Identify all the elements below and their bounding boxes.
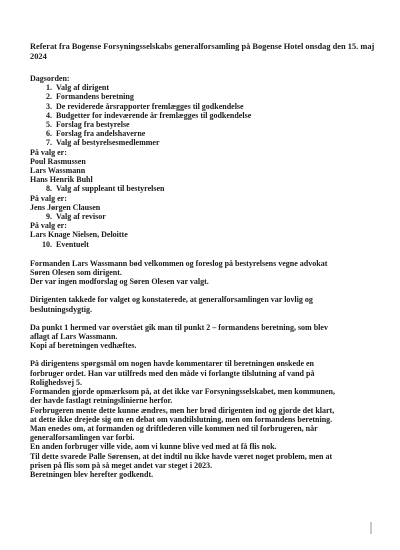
text-line: Da punkt 1 hermed var overstået gik man til punkt 2 – formandens beretning, som blev [30, 322, 328, 332]
text-line: Rolighedsvej 5. [30, 377, 82, 387]
agenda-item-text: Valg af bestyrelsesmedlemmer [56, 138, 160, 148]
candidate-name: Lars Knage Nielsen, Deloitte [30, 230, 128, 240]
agenda-item-text: De reviderede årsrapporter fremlægges til godkendelse [56, 101, 244, 111]
agenda-item [30, 184, 375, 193]
agenda-item-text: Forslag fra bestyrelse [56, 120, 130, 130]
agenda-item-number: 1. [46, 83, 52, 93]
text-line: beslutningsdygtig. [30, 304, 93, 314]
agenda-item-number: 9. [46, 212, 52, 222]
agenda-item-text: Valg af dirigent [56, 83, 110, 93]
text-line: Formanden Lars Wassmann bød velkommen og foreslog på bestyrelsens vegne advokat [30, 258, 328, 268]
agenda-item [30, 120, 375, 129]
text-line: forbruger ordet. Han var utilfreds med den måde vi forlangte tilslutning af vand på [30, 368, 315, 378]
text-line: Formanden gjorde opmærksom på, at det ikke var Forsyningsselskabet, men kommunen, [30, 387, 335, 397]
text-line: at dette ikke drejede sig om en debat om vandtilslutning, men om formandens beretning. [30, 414, 333, 424]
candidate-name: Jens Jørgen Clausen [30, 202, 101, 212]
candidate-name: Hans Henrik Buhl [30, 175, 93, 185]
text-line: Søren Olesen som dirigent. [30, 268, 122, 278]
agenda-heading: Dagsorden: [30, 74, 70, 83]
scan-edge-mark [370, 522, 372, 534]
paragraph-report [30, 323, 375, 351]
text-line: prisen på flis som på så meget andet var steget i 2023. [30, 460, 213, 470]
agenda-item [30, 83, 375, 92]
agenda-subline: På valg er: [30, 193, 67, 203]
paragraph-welcome [30, 259, 375, 287]
agenda-item-text: Forslag fra andelshaverne [56, 129, 146, 139]
agenda-item-number: 7. [46, 138, 52, 148]
agenda-item [30, 92, 375, 101]
agenda-item-number: 4. [46, 110, 52, 120]
document-body [30, 42, 375, 488]
agenda-item-text: Valg af revisor [56, 212, 106, 222]
candidate-name: Lars Wassmann [30, 166, 86, 176]
agenda-item-text: Eventuelt [56, 239, 89, 249]
agenda-item [30, 102, 375, 111]
agenda-subline: På valg er: [30, 221, 67, 231]
agenda-item-text: Formandens beretning [56, 92, 134, 102]
paragraph-quorum [30, 295, 375, 313]
text-line: Til dette svarede Palle Sørensen, at det indtil nu ikke havde været noget problem, men at [30, 451, 333, 461]
agenda-item-number: 10. [42, 239, 52, 249]
agenda-item [30, 138, 375, 147]
agenda-item [30, 212, 375, 221]
agenda-subline: På valg er: [30, 147, 67, 157]
agenda-item [30, 129, 375, 138]
text-line: generalforsamlingen var forbi. [30, 433, 135, 443]
document-title: Referat fra Bogense Forsyningsselskabs generalforsamling på Bogense Hotel onsdag den 15. maj 2024 [30, 42, 375, 61]
text-line: Kopi af beretningen vedhæftes. [30, 341, 137, 351]
text-line: aflagt af Lars Wassmann. [30, 332, 118, 342]
agenda-item-text: Valg af suppleant til bestyrelsen [56, 184, 165, 194]
agenda-item-number: 3. [46, 101, 52, 111]
text-line: Dirigenten takkede for valget og konstaterede, at generalforsamlingen var lovlig og [30, 295, 313, 305]
text-line: En anden forbruger ville vide, aom vi kunne blive ved med at få flis nok. [30, 442, 277, 452]
agenda-list [30, 83, 375, 249]
text-line: Man enedes om, at formanden og driftlederen ville kommen ned til forbrugeren, når [30, 423, 318, 433]
agenda-item-text: Budgetter for indeværende år fremlægges til godkendelse [56, 110, 252, 120]
text-line: På dirigentens spørgsmål om nogen havde kommentarer til beretningen ønskede en [30, 359, 315, 369]
text-line: Beretningen blev herefter godkendt. [30, 469, 154, 479]
agenda-item-number: 2. [46, 92, 52, 102]
text-line: Der var ingen modforslag og Søren Olesen var valgt. [30, 277, 209, 287]
agenda-item-number: 8. [46, 184, 52, 194]
candidate-name: Poul Rasmussen [30, 156, 86, 166]
agenda-item [30, 111, 375, 120]
agenda-item-number: 6. [46, 129, 52, 139]
agenda-item-number: 5. [46, 120, 52, 130]
paragraph-discussion [30, 359, 375, 479]
text-line: Forbrugeren mente dette kunne ændres, men her brød dirigenten ind og gjorde det klart, [30, 405, 335, 415]
agenda-item [30, 240, 375, 249]
text-line: der havde fastlagt retningslinierne herfor. [30, 396, 173, 406]
